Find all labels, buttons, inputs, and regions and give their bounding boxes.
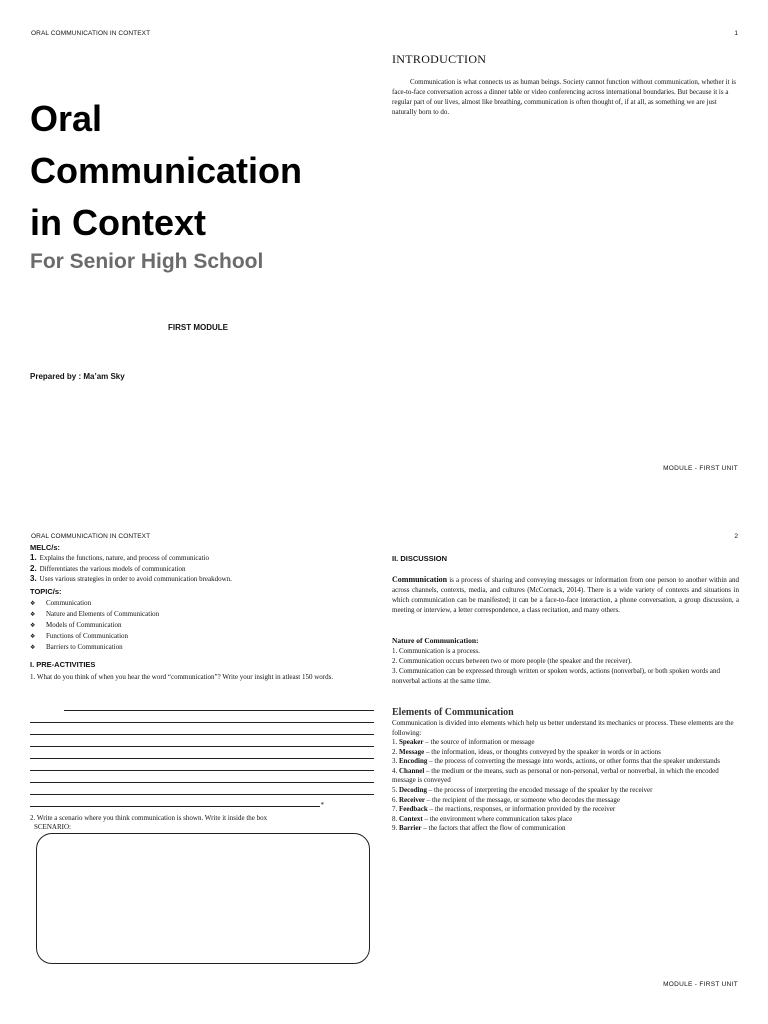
nature-item: 1. Communication is a process. xyxy=(392,647,480,655)
topic-item: ❖ Models of Communication xyxy=(30,621,122,629)
topic-item: ❖ Barriers to Communication xyxy=(30,643,123,651)
introduction-heading: INTRODUCTION xyxy=(392,52,487,66)
answer-line[interactable] xyxy=(30,771,374,783)
pre-activities-heading: I. PRE-ACTIVITIES xyxy=(30,660,96,669)
answer-end-mark: * xyxy=(320,801,324,809)
element-item: 8. Context – the environment where communication takes place xyxy=(392,814,573,823)
title-line: Communication xyxy=(30,150,303,191)
page-number: 1 xyxy=(734,30,738,37)
introduction-text: Communication is what connects us as human beings. Society cannot function without communication, whether it is face-to-face conversation across a dinner table or video conferencing across international boundaries. But because it is a regular part of our lives, almost like breathing, communication is often thought of, if at all, as something we are just naturally born to do. xyxy=(392,78,737,116)
topics-heading: TOPIC/s: xyxy=(30,587,62,596)
topic-item: ❖ Nature and Elements of Communication xyxy=(30,610,160,618)
module-label: FIRST MODULE xyxy=(168,323,228,332)
answer-line[interactable] xyxy=(30,783,374,795)
bullet-icon: ❖ xyxy=(30,645,36,651)
element-item: 2. Message – the information, ideas, or thoughts conveyed by the speaker in words or in actions xyxy=(392,747,661,756)
answer-line[interactable] xyxy=(30,795,324,809)
discussion-text: Communication is a process of sharing and conveying messages or information from one person to another within and across channels, contexts, media, and cultures (McCornack, 2014). There is a wide variety of contexts and situations in which communication can be manifested; it can be a face-to-face interaction, a phone conversation, a group discussion, a meeting or interview, a letter correspondence, a class recitation, and many others. xyxy=(392,575,739,614)
answer-line[interactable] xyxy=(64,699,374,711)
melc-item: 2. Differentiates the various models of communication xyxy=(30,563,186,573)
title-line: Oral xyxy=(30,98,103,139)
topics-list xyxy=(30,598,159,653)
melc-list xyxy=(30,553,232,585)
prepared-by: Prepared by : Ma’am Sky xyxy=(30,372,125,381)
nature-list xyxy=(392,646,739,686)
element-item: 3. Encoding – the process of converting the message into words, actions, or other forms that the speaker understands xyxy=(392,757,720,766)
discussion-term: Communication xyxy=(392,575,448,584)
running-footer: MODULE - FIRST UNIT xyxy=(663,981,738,988)
bullet-icon: ❖ xyxy=(30,634,36,640)
bullet-icon: ❖ xyxy=(30,623,36,629)
answer-lines[interactable] xyxy=(30,699,374,807)
topic-item: ❖ Functions of Communication xyxy=(30,632,129,640)
page-number: 2 xyxy=(734,533,738,540)
nature-item: 3. Communication can be expressed through written or spoken words, actions (nonverbal), or both spoken words and nonverbal actions at the same time. xyxy=(392,667,720,685)
element-item: 1. Speaker – the source of information or message xyxy=(392,738,535,746)
scenario-label: SCENARIO: xyxy=(34,823,71,831)
topic-item: ❖ Communication xyxy=(30,599,92,607)
nature-heading: Nature of Communication: xyxy=(392,636,479,645)
document-title xyxy=(30,93,302,249)
running-header: ORAL COMMUNICATION IN CONTEXT xyxy=(31,533,151,540)
discussion-heading: II. DISCUSSION xyxy=(392,554,448,563)
answer-line[interactable] xyxy=(30,747,374,759)
answer-line[interactable] xyxy=(30,723,374,735)
bullet-icon: ❖ xyxy=(30,612,36,618)
running-footer: MODULE - FIRST UNIT xyxy=(663,465,738,472)
answer-line[interactable] xyxy=(30,759,374,771)
question-1: 1. What do you think of when you hear the word “communication”? Write your insight in atleast 150 words. xyxy=(30,673,334,681)
document-subtitle: For Senior High School xyxy=(30,250,264,273)
melc-item: 3. Uses various strategies in order to avoid communication breakdown. xyxy=(30,574,232,583)
title-line: in Context xyxy=(30,202,206,243)
melc-heading: MELC/s: xyxy=(30,543,60,552)
answer-line[interactable] xyxy=(30,711,374,723)
question-2: 2. Write a scenario where you think communication is shown. Write it inside the box xyxy=(30,814,268,822)
element-item: 7. Feedback – the reactions, responses, or information provided by the receiver xyxy=(392,805,616,814)
bullet-icon: ❖ xyxy=(30,601,36,607)
element-item: 6. Receiver – the recipient of the message, or someone who decodes the message xyxy=(392,795,621,804)
elements-intro: Communication is divided into elements which help us better understand its mechanics or process. These elements are the following: xyxy=(392,719,734,737)
element-item: 9. Barrier – the factors that affect the flow of communication xyxy=(392,824,566,833)
elements-list xyxy=(392,738,732,834)
scenario-box[interactable] xyxy=(36,833,370,964)
melc-item: 1. Explains the functions, nature, and process of communicatio xyxy=(30,553,209,562)
element-item: 4. Channel – the medium or the means, such as personal or non-personal, verbal or nonverbal, in which the encoded message is conveyed xyxy=(392,766,719,785)
nature-item: 2. Communication occurs between two or more people (the speaker and the receiver). xyxy=(392,657,632,665)
elements-heading: Elements of Communication xyxy=(392,707,514,718)
answer-line[interactable] xyxy=(30,735,374,747)
running-header: ORAL COMMUNICATION IN CONTEXT xyxy=(31,30,151,37)
element-item: 5. Decoding – the process of interpreting the encoded message of the speaker by the receiver xyxy=(392,785,653,794)
